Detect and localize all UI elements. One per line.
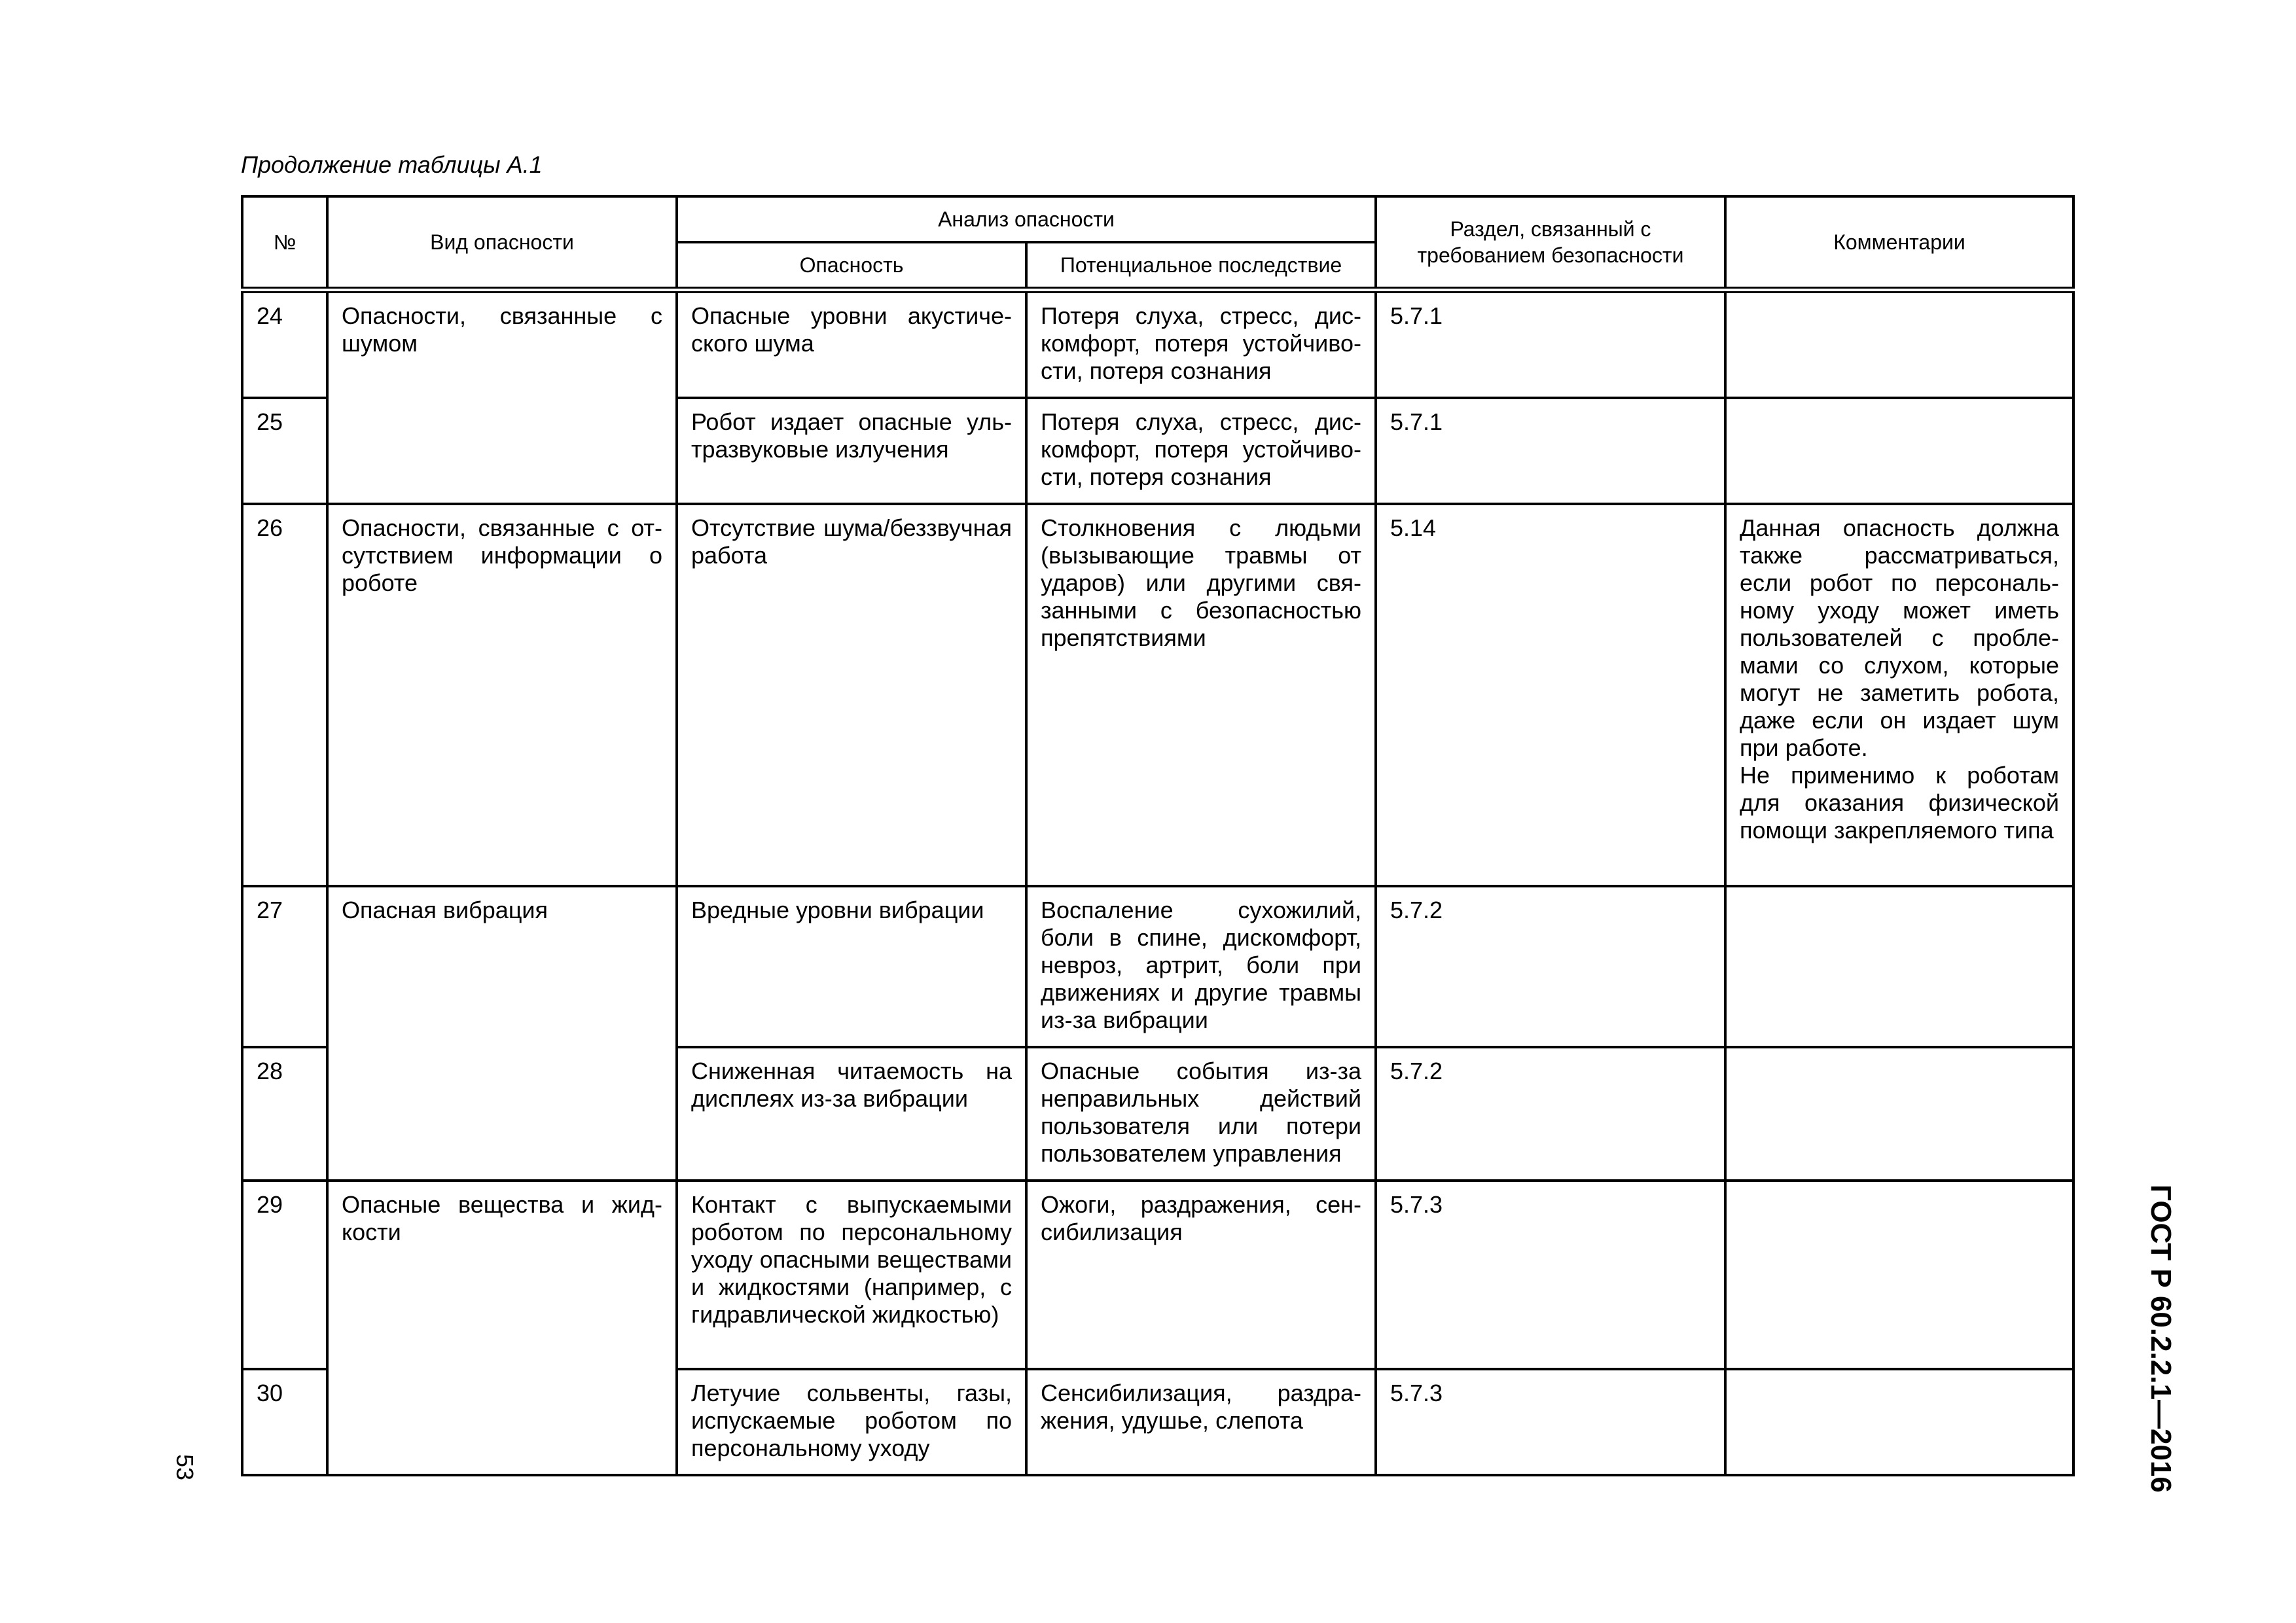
section-cell: 5.7.1 bbox=[1376, 398, 1725, 504]
consequence-cell: Потеря слуха, стресс, дискомфорт, потеря устойчивости, потеря сознания bbox=[1026, 398, 1376, 504]
comment-cell bbox=[1725, 290, 2073, 398]
section-cell: 5.7.1 bbox=[1376, 290, 1725, 398]
hazard-kind: Опасности, связанные с отсутствием информации о роботе bbox=[327, 504, 677, 886]
comment-cell bbox=[1725, 504, 2073, 886]
header-hazard: Опасность bbox=[677, 242, 1026, 290]
table-header bbox=[242, 196, 2073, 290]
row-number: 29 bbox=[242, 1181, 327, 1369]
row-number: 28 bbox=[242, 1047, 327, 1181]
consequence-cell: Ожоги, раздражения, сенсибилизация bbox=[1026, 1181, 1376, 1369]
header-analysis: Анализ опасности bbox=[677, 196, 1376, 242]
row-number: 24 bbox=[242, 290, 327, 398]
comment-cell bbox=[1725, 1369, 2073, 1475]
table-row bbox=[242, 504, 2073, 886]
hazard-cell: Робот издает опасные ультразвуковые излучения bbox=[677, 398, 1026, 504]
hazard-kind: Опасные вещества и жидкости bbox=[327, 1181, 677, 1475]
section-cell: 5.7.3 bbox=[1376, 1181, 1725, 1369]
table-row bbox=[242, 1181, 2073, 1369]
table-caption: Продолжение таблицы А.1 bbox=[241, 151, 543, 178]
hazard-kind: Опасная вибрация bbox=[327, 886, 677, 1181]
hazard-kind: Опасности, связанные с шумом bbox=[327, 290, 677, 504]
section-cell: 5.7.2 bbox=[1376, 886, 1725, 1047]
row-number: 30 bbox=[242, 1369, 327, 1475]
table-row bbox=[242, 290, 2073, 398]
row-number: 26 bbox=[242, 504, 327, 886]
comment-cell bbox=[1725, 1181, 2073, 1369]
row-number: 25 bbox=[242, 398, 327, 504]
comment-cell bbox=[1725, 398, 2073, 504]
hazard-cell: Отсутствие шума/беззвучная работа bbox=[677, 504, 1026, 886]
consequence-cell: Воспаление сухожилий, боли в спине, дискомфорт, невроз, артрит, боли при движениях и другие травмы из-за вибрации bbox=[1026, 886, 1376, 1047]
comment-cell bbox=[1725, 886, 2073, 1047]
page-number: 53 bbox=[171, 1454, 198, 1481]
row-number: 27 bbox=[242, 886, 327, 1047]
header-kind: Вид опасности bbox=[327, 196, 677, 290]
header-section: Раздел, связанный с требованием безопасности bbox=[1376, 196, 1725, 290]
hazard-cell: Сниженная читаемость на дисплеях из-за вибрации bbox=[677, 1047, 1026, 1181]
section-cell: 5.7.2 bbox=[1376, 1047, 1725, 1181]
hazard-cell: Вредные уровни вибрации bbox=[677, 886, 1026, 1047]
header-num: № bbox=[242, 196, 327, 290]
comment-paragraph: Данная опасность должна также рассматриваться, если робот по персональному уходу может иметь пользователей с проблемами со слухом, которые могут не заметить робота, даже если он издает шум при работе. bbox=[1740, 514, 2059, 761]
consequence-cell: Потеря слуха, стресс, дискомфорт, потеря устойчивости, потеря сознания bbox=[1026, 290, 1376, 398]
hazard-cell: Опасные уровни акустического шума bbox=[677, 290, 1026, 398]
section-cell: 5.7.3 bbox=[1376, 1369, 1725, 1475]
consequence-cell: Столкновения с людьми (вызывающие травмы от ударов) или другими связанными с безопасностью препятствиями bbox=[1026, 504, 1376, 886]
hazard-table bbox=[241, 195, 2075, 1476]
hazard-cell: Контакт с выпускаемыми роботом по персональному уходу опасными веществами и жидкостями (например, с гидравлической жидкостью) bbox=[677, 1181, 1026, 1369]
consequence-cell: Сенсибилизация, раздражения, удушье, слепота bbox=[1026, 1369, 1376, 1475]
consequence-cell: Опасные события из-за неправильных действий пользователя или потери пользователем управления bbox=[1026, 1047, 1376, 1181]
standard-designation: ГОСТ Р 60.2.2.1—2016 bbox=[2145, 1185, 2177, 1493]
header-consequence: Потенциальное последствие bbox=[1026, 242, 1376, 290]
table-row bbox=[242, 886, 2073, 1047]
section-cell: 5.14 bbox=[1376, 504, 1725, 886]
hazard-cell: Летучие сольвенты, газы, испускаемые роботом по персональному уходу bbox=[677, 1369, 1026, 1475]
comment-cell bbox=[1725, 1047, 2073, 1181]
comment-paragraph: Не применимо к роботам для оказания физической помощи закрепляемого типа bbox=[1740, 762, 2059, 844]
header-comments: Комментарии bbox=[1725, 196, 2073, 290]
